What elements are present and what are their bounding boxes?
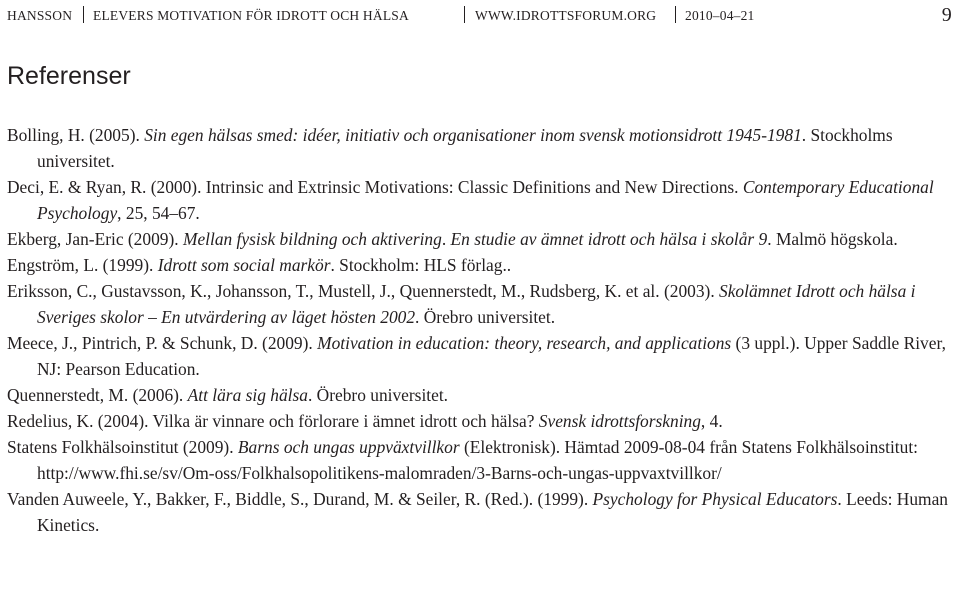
reference-title-italic: Contemporary Educational Psychology bbox=[37, 177, 934, 223]
reference-text: Vanden Auweele, Y., Bakker, F., Biddle, S., Durand, M. & Seiler, R. (Red.). (1999). bbox=[7, 489, 593, 509]
reference-text: . Malmö högskola. bbox=[767, 229, 898, 249]
reference-text: . Örebro universitet. bbox=[415, 307, 556, 327]
reference-text: , 25, 54–67. bbox=[117, 203, 200, 223]
reference-text: Engström, L. (1999). bbox=[7, 255, 158, 275]
reference-list bbox=[7, 122, 952, 538]
reference-title-italic: Att lära sig hälsa bbox=[187, 385, 308, 405]
reference-entry bbox=[7, 174, 952, 226]
reference-title-italic: Svensk idrottsforskning bbox=[538, 411, 701, 431]
reference-text: Deci, E. & Ryan, R. (2000). Intrinsic and Extrinsic Motivations: Classic Definitions and New Directions. bbox=[7, 177, 743, 197]
reference-title-italic: Skolämnet Idrott och hälsa i Sveriges skolor – En utvärdering av läget hösten 2002 bbox=[37, 281, 916, 327]
reference-text: Eriksson, C., Gustavsson, K., Johansson, T., Mustell, J., Quennerstedt, M., Rudsberg, K. et al. (2003). bbox=[7, 281, 720, 301]
reference-text: , 4. bbox=[700, 411, 723, 431]
reference-text: (Elektronisk). Hämtad 2009-08-04 från Statens Folkhälsoinstitut: http://www.fhi.se/sv/Om-oss/Folkhalsopolitikens-malomraden/3-Barns-och-ungas-uppvaxtvillkor/ bbox=[37, 437, 918, 483]
reference-text: Meece, J., Pintrich, P. & Schunk, D. (2009). bbox=[7, 333, 318, 353]
header-website: WWW.IDROTTSFORUM.ORG bbox=[475, 8, 657, 23]
section-title: Referenser bbox=[7, 62, 131, 90]
reference-text: Redelius, K. (2004). Vilka är vinnare och förlorare i ämnet idrott och hälsa? bbox=[7, 411, 539, 431]
header-divider bbox=[464, 6, 465, 23]
header-author: HANSSON bbox=[7, 8, 73, 23]
reference-text: . Stockholm: HLS förlag.. bbox=[330, 255, 512, 275]
reference-text: Ekberg, Jan-Eric (2009). bbox=[7, 229, 183, 249]
reference-title-italic: Sin egen hälsas smed: idéer, initiativ och organisationer inom svensk motionsidrott 1945-1981 bbox=[144, 125, 802, 145]
reference-title-italic: Motivation in education: theory, research, and applications bbox=[317, 333, 732, 353]
page-number: 9 bbox=[941, 4, 952, 26]
reference-entry bbox=[7, 408, 952, 434]
running-header bbox=[7, 4, 952, 26]
reference-entry bbox=[7, 330, 952, 382]
header-article-title: ELEVERS MOTIVATION FÖR IDROTT OCH HÄLSA bbox=[93, 8, 409, 23]
header-divider bbox=[675, 6, 676, 23]
reference-text: Bolling, H. (2005). bbox=[7, 125, 145, 145]
reference-entry bbox=[7, 278, 952, 330]
reference-text: . bbox=[441, 229, 451, 249]
reference-entry bbox=[7, 122, 952, 174]
reference-entry bbox=[7, 226, 952, 252]
header-date: 2010–04–21 bbox=[685, 8, 755, 23]
reference-entry bbox=[7, 486, 952, 538]
reference-entry bbox=[7, 252, 952, 278]
reference-text: (3 uppl.). Upper Saddle River, NJ: Pearson Education. bbox=[37, 333, 946, 379]
header-divider bbox=[83, 6, 84, 23]
reference-text: . Örebro universitet. bbox=[307, 385, 449, 405]
reference-entry bbox=[7, 382, 952, 408]
reference-text: Statens Folkhälsoinstitut (2009). bbox=[7, 437, 238, 457]
reference-title-italic: Idrott som social markör bbox=[157, 255, 331, 275]
reference-text: . Leeds: Human Kinetics. bbox=[37, 489, 948, 535]
reference-title-italic: Barns och ungas uppväxtvillkor bbox=[237, 437, 460, 457]
reference-text: Quennerstedt, M. (2006). bbox=[7, 385, 188, 405]
reference-entry bbox=[7, 434, 952, 486]
reference-title-italic: Psychology for Physical Educators bbox=[592, 489, 838, 509]
reference-title-italic: En studie av ämnet idrott och hälsa i skolår 9 bbox=[450, 229, 768, 249]
reference-text: . Stockholms universitet. bbox=[37, 125, 893, 171]
reference-title-italic: Mellan fysisk bildning och aktivering bbox=[182, 229, 442, 249]
